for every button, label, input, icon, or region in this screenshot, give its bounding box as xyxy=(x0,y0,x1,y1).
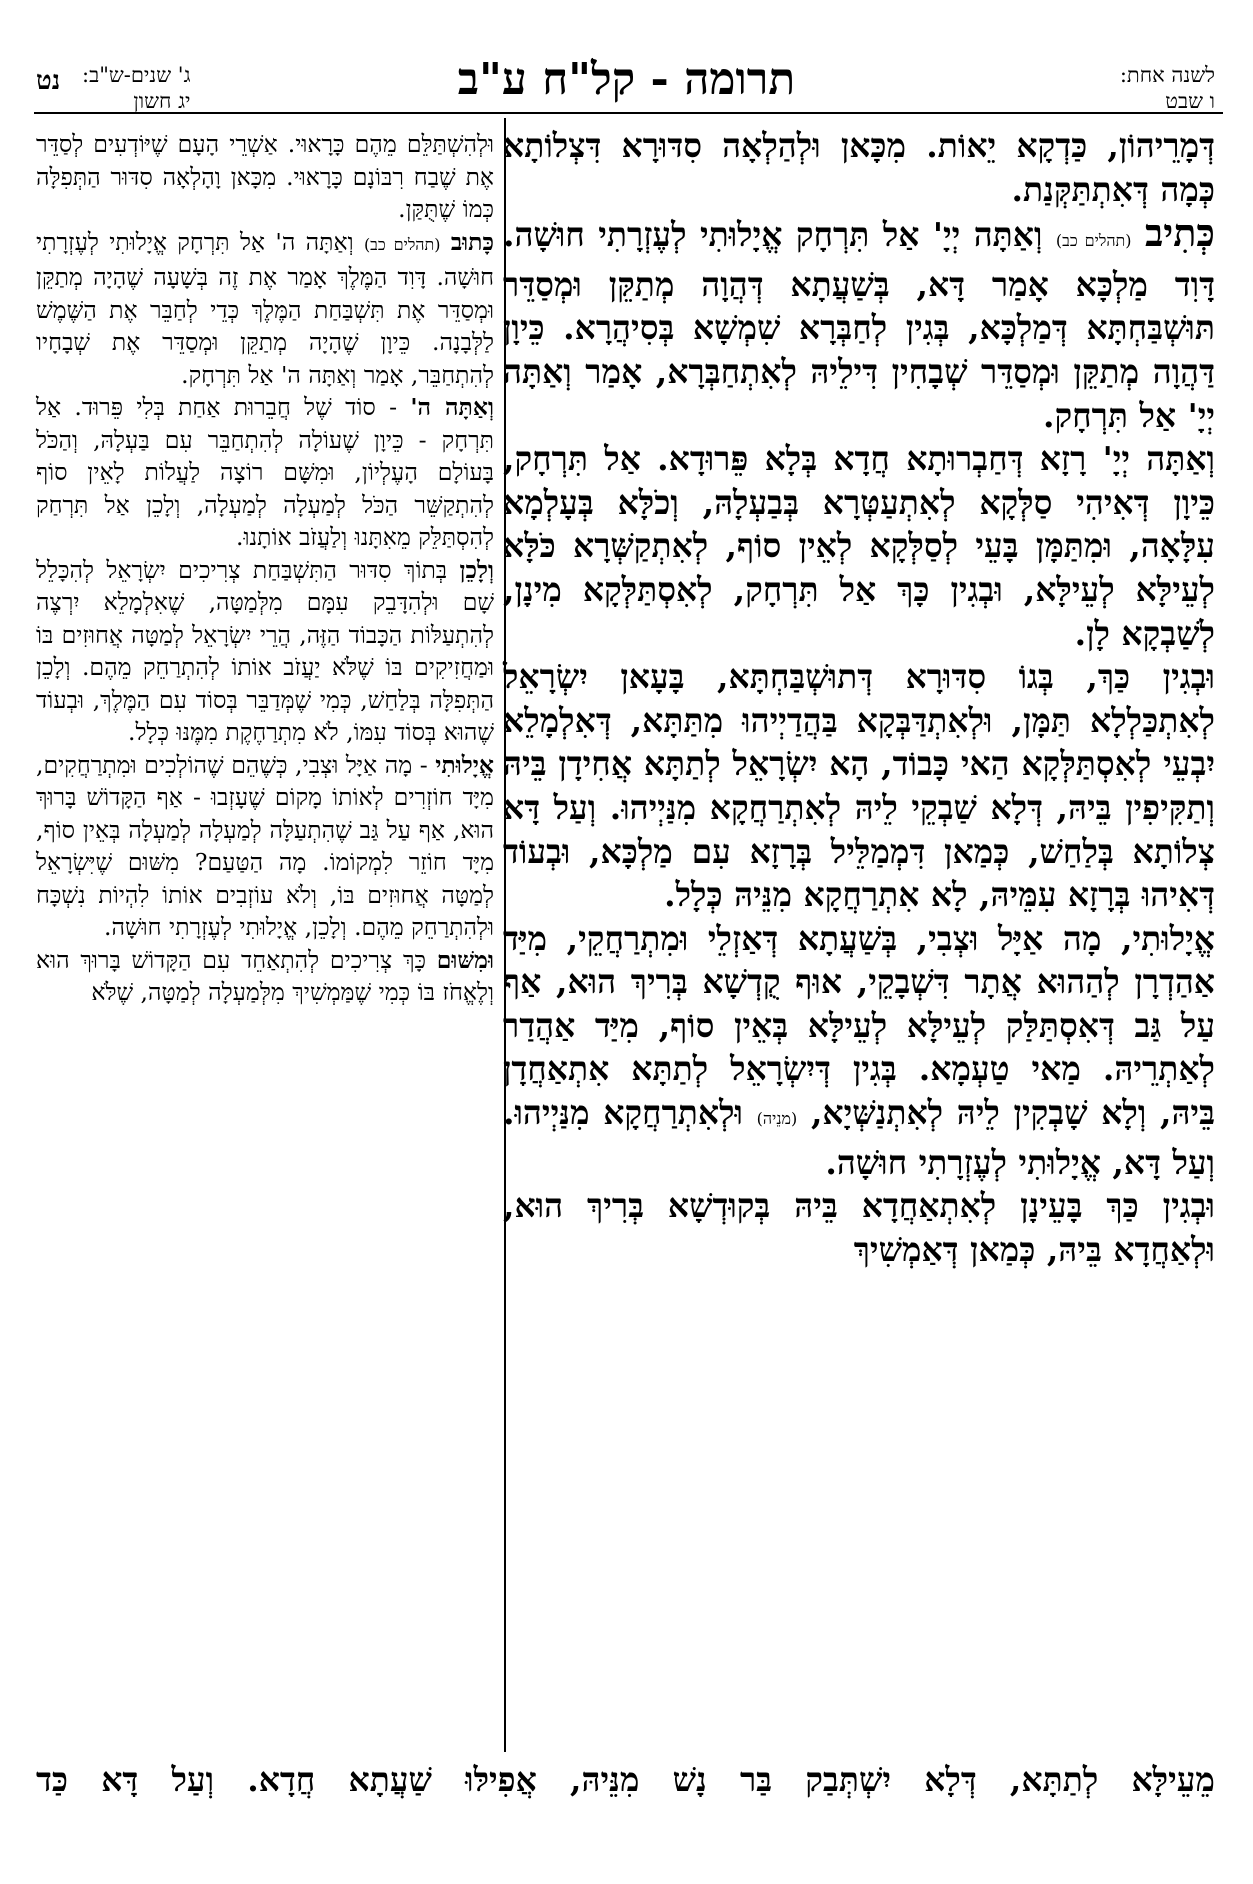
paragraph-lead-word: וְאַתָּה ה' xyxy=(410,393,494,421)
header-schedule-label: לשנה אחת: xyxy=(1119,63,1215,87)
main-paragraph: וְאַתָּה יְיָ' רָזָא דְּחַבְרוּתָא חֲדָא בְּלָא פֵּרוּדָא. אַל תִּרְחָק, כֵּיוָן דְּאִיהִי סַלְּקָא לְאִתְעַטְּרָא בְּבַעְלָהּ, וְכֹלָּא בְּעָלְמָא עִלָּאָה, וּמִתַּמָּן בָּעֵי לְסַלְּקָא לְאֵין סוֹף, לְאִתְקַשְּׁרָא כֹּלָּא לְעֵילָּא לְעֵילָּא, וּבְגִין כָּךְ אַל תִּרְחָק, לְאִסְתַּלְּקָא מִינָן, לְשַׁבְקָא לָן. xyxy=(503,439,1215,653)
verse-reference: (תהלים כב) xyxy=(1055,231,1132,251)
header-schedule-label: ג' שנים-ש"ב: xyxy=(82,63,191,87)
page-title: תרומה - קל"ח ע"ב xyxy=(457,54,796,105)
paragraph-lead-word: וְלָכֵן xyxy=(459,555,494,584)
main-paragraph: וּבְגִין כַּךְ בָּעֵינָן לְאִתְאַחֲדָא בֵּיהּ בְּקוּדְשָׁא בְּרִיךְ הוּא, וּלְאַחֲדָא בֵּיהּ, כְּמַאן דְּאַמְשִׁיךְ xyxy=(503,1186,1215,1269)
header-divider xyxy=(34,112,1223,114)
translation-paragraph: וּמִשּׁוּם כָּךְ צְרִיכִים לְהִתְאַחֵד עִם הַקָּדוֹשׁ בָּרוּךְ הוּא וְלֶאֱחֹז בּוֹ כְּמִי שֶׁמַּמְשִׁיךְ מִלְּמַעְלָה לְמַטָּה, שֶׁלֹּא xyxy=(36,945,494,1006)
column-divider xyxy=(504,118,506,1752)
header-schedule-date: ו שבט xyxy=(1165,89,1215,113)
header-schedule-three-years xyxy=(82,62,191,114)
verse-reference: (תהלים כב) xyxy=(363,234,441,254)
translation-paragraph: וּלְהִשְׁתַּלֵּם מֵהֶם כָּרָאוּי. אַשְׁרֵי הָעָם שֶׁיּוֹדְעִים לְסַדֵּר אֶת שֶׁבַח רִבּוֹנָם כָּרָאוּי. מִכָּאן וָהָלְאָה סִדּוּר הַתְּפִלָּה כְּמוֹ שֶׁתֻּקַּן. xyxy=(36,130,494,223)
translation-column xyxy=(36,128,494,1009)
main-paragraph: דְּמָרֵיהוֹן, כַּדְקָא יֵאוֹת. מִכָּאן וּלְהַלְאָה סִדּוּרָא דִּצְלוֹתָא כְּמָה דְּאִתְתַּקְּנַת. xyxy=(503,126,1215,209)
main-text-column xyxy=(503,124,1215,1271)
page-number: נט xyxy=(36,66,61,96)
translation-paragraph: אֱיָלוּתִי - מָה אַיָּל וּצְבִי, כְּשֶׁהֵם שֶׁהוֹלְכִים וּמִתְרַחֲקִים, מִיָּד חוֹזְרִים לְאוֹתוֹ מָקוֹם שֶׁעָזְבוּ - אַף הַקָּדוֹשׁ בָּרוּךְ הוּא, אַף עַל גַּב שֶׁהִתְעַלָּה לְמַעְלָה לְמַעְלָה בְּאֵין סוֹף, מִיָּד חוֹזֵר לִמְקוֹמוֹ. מָה הַטַּעַם? מִשּׁוּם שֶׁיִּשְׂרָאֵל לְמַטָּה אֲחוּזִים בּוֹ, וְלֹא עוֹזְבִים אוֹתוֹ לִהְיוֹת נִשְׁכָּח וּלְהִתְרַחֵק מֵהֶם. וְלָכֵן, אֱיָלוּתִי לְעֶזְרָתִי חוּשָׁה. xyxy=(36,750,494,941)
textual-variant-note: (מנֵיה) xyxy=(756,1109,798,1129)
paragraph-lead-word: אֱיָלוּתִי xyxy=(435,750,494,779)
translation-paragraph: וְאַתָּה ה' - סוֹד שֶׁל חֲבֵרוּת אַחַת בְּלִי פֵּרוּד. אַל תִּרְחָק - כֵּיוָן שֶׁעוֹלָה לְהִתְחַבֵּר עִם בַּעְלָהּ, וְהַכֹּל בָּעוֹלָם הָעֶלְיוֹן, וּמִשָּׁם רוֹצָה לַעֲלוֹת לָאֵין סוֹף לְהִתְקַשֵּׁר הַכֹּל לְמַעְלָה לְמַעְלָה, וְלָכֵן אַל תִּרְחַק לְהִסְתַּלֵּק מֵאִתָּנוּ וְלַעֲזֹב אוֹתָנוּ. xyxy=(36,393,494,551)
paragraph-lead-word: כְּתִיב xyxy=(1144,210,1215,256)
header-schedule-one-year xyxy=(1120,62,1215,114)
translation-paragraph: כָּתוּב (תהלים כב) וְאַתָּה ה' אַל תִּרְחָק אֱיָלוּתִי לְעֶזְרָתִי חוּשָׁה. דָּוִד הַמֶּלֶךְ אָמַר אֶת זֶה בְּשָׁעָה שֶׁהָיָה מְתַקֵּן וּמְסַדֵּר אֶת תִּשְׁבַּחַת הַמֶּלֶךְ כְּדֵי לְחַבֵּר אֶת הַשֶּׁמֶשׁ לַלְּבָנָה. כֵּיוָן שֶׁהָיָה מְתַקֵּן וּמְסַדֵּר אֶת שְׁבָחָיו לְהִתְחַבֵּר, אָמַר וְאַתָּה ה' אַל תִּרְחָק. xyxy=(36,227,494,389)
main-paragraph: כְּתִיב (תהלים כב) וְאַתָּה יְיָ' אַל תִּרְחָק אֱיָלוּתִי לְעֶזְרָתִי חוּשָׁה. דָּוִד מַלְכָּא אָמַר דָּא, בְּשַׁעֲתָא דְּהֲוָה מְתַקֵּן וּמְסַדֵּר תּוּשְׁבַּחְתָּא דְּמַלְכָּא, בְּגִין לְחַבְּרָא שִׁמְשָׁא בְּסִיהֲרָא. כֵּיוָן דַּהֲוָה מְתַקֵּן וּמְסַדֵּר שְׁבָחִין דִּילֵיהּ לְאִתְחַבְּרָא, אָמַר וְאַתָּה יְיָ' אַל תִּרְחָק. xyxy=(503,210,1215,435)
main-paragraph: אֱיָלוּתִי, מָה אַיָּל וּצְבִי, בְּשַׁעֲתָא דְּאַזְלֵי וּמִתְרַחֲקֵי, מִיַּד אַהַדְרָן לְהַהוּא אֲתָר דִּשְׁבָקֵי, אוּף קֻדְשָׁא בְּרִיךְ הוּא, אַף עַל גַּב דְּאִסְתַּלַּק לְעֵילָּא לְעֵילָּא בְּאֵין סוֹף, מִיַּד אַהֲדַר לְאַתְרֵיהּ. מַאי טַעְמָא. בְּגִין דְּיִשְׂרָאֵל לְתַתָּא אִתְאַחֲדָן בֵּיהּ, וְלָא שָׁבְקִין לֵיהּ לְאִתְנַשְּׁיָא, (מנֵיה) וּלְאִתְרַחֲקָא מִנַּיְיהוּ. וְעַל דָּא, אֱיָלוּתִי לְעֶזְרָתִי חוּשָׁה. xyxy=(503,918,1215,1182)
full-width-continuation-line: מֵעֵילָּא לְתַתָּא, דְּלָא יִשְׁתְּבַק בַּר נָשׁ מִנֵּיהּ, אֲפִילּוּ שַׁעֲתָא חֲדָא. וְעַל דָּא כַּד xyxy=(36,1760,1215,1799)
translation-paragraph: וְלָכֵן בְּתוֹךְ סִדּוּר הַתִּשְׁבַּחַת צְרִיכִים יִשְׂרָאֵל לְהִכָּלֵל שָׁם וּלְהִדָּבֵק עִמָּם מִלְּמַטָּה, שֶׁאִלְמָלֵא יִרְצֶה לְהִתְעַלּוֹת הַכָּבוֹד הַזֶּה, הֲרֵי יִשְׂרָאֵל לְמַטָּה אֲחוּזִים בּוֹ וּמַחֲזִיקִים בּוֹ שֶׁלֹּא יַעֲזֹב אוֹתוֹ לְהִתְרַחֵק מֵהֶם. וְלָכֵן הַתְּפִלָּה בְּלַחַשׁ, כְּמִי שֶׁמְּדַבֵּר בְּסוֹד עִם הַמֶּלֶךְ, וּבְעוֹד שֶׁהוּא בְּסוֹד עִמּוֹ, לֹא מִתְרַחֶקֶת מִמֶּנּוּ כְּלָל. xyxy=(36,555,494,746)
header-schedule-date: יג חשון xyxy=(133,89,191,113)
paragraph-lead-word: וּמִשּׁוּם xyxy=(436,945,494,974)
paragraph-lead-word: כָּתוּב xyxy=(450,227,494,256)
main-paragraph: וּבְגִין כַּךְ, בְּגוֹ סִדּוּרָא דְּתוּשְׁבַּחְתָּא, בָּעָאן יִשְׂרָאֵל לְאִתְכַּלְלָא תַּמָּן, וּלְאִתְדַּבְּקָא בַּהֲדַיְיהוּ מִתַּתָּא, דְּאִלְמָלֵא יִבְעֵי לְאִסְתַּלְּקָא הַאי כָּבוֹד, הָא יִשְׂרָאֵל לְתַתָּא אֲחִידָן בֵּיהּ וְתַקִּיפִין בֵּיהּ, דְּלָא שַׁבְקֵי לֵיהּ לְאִתְרַחֲקָא מִנַּיְיהוּ. וְעַל דָּא צְלוֹתָא בְּלַחַשׁ, כְּמַאן דִּמְמַלֵּיל בְּרָזָא עִם מַלְכָּא, וּבְעוֹד דְּאִיהוּ בְּרָזָא עִמֵּיהּ, לָא אִתְרַחֲקָא מִנֵּיהּ כְּלָל. xyxy=(503,657,1215,915)
